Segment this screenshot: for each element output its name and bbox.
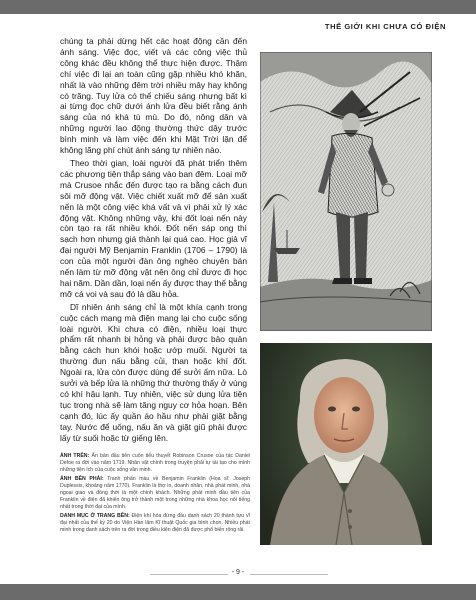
caption-label: ẢNH TRÊN: [60, 453, 90, 459]
folio-rule-right [250, 574, 328, 575]
caption [60, 453, 250, 473]
bottom-band [0, 584, 476, 600]
paragraph: Dĩ nhiên ánh sáng chỉ là một khía cạnh trong cuộc cách mạng mà điện mang lại cho cuộc sống loài người. Khi chưa có điện, nhiều loại thực phẩm rất nhanh bị hỏng và phải được bảo quản bằng cách hun khói hoặc ướp muối. Người ta thường đun nấu bằng củi, than hoặc khí đốt. Ngoài ra, lửa còn được dùng để sưởi ấm nữa. Lò sưởi và bếp lửa là những thứ thường thấy ở vùng có khí hậu lạnh. Tuy nhiên, việc sử dụng lửa tiện tục trong nhà sẽ làm tăng nguy cơ hỏa hoạn. Bên cạnh đó, lúc ấy quần áo hầu như phải giặt bằng tay. Nước để uống, nấu ăn và giặt giũ phải được lấy từ suối hoặc từ giếng lên. [60, 301, 247, 443]
caption [60, 513, 250, 533]
caption-text: Điện khí hóa đứng đầu danh sách 20 thành tựu vĩ đại nhất của thế kỷ 20 do Viện Hàn lâm Kĩ thuật Quốc gia bình chọn. Nhiều phát minh trong danh sách trên ra đời trong điều kiện điện đã được phổ biến rộng rãi. [60, 513, 250, 533]
caption-label: ẢNH BÊN PHẢI: [60, 476, 104, 483]
caption-text: Tranh phấn màu về Benjamin Franklin (Họa sĩ: Joseph Duplessis, khoảng năm 1770). Franklin là thợ in, doanh nhân, nhà phát minh, nhà ngoại giao và đồng thời là một chính khách. Những phát minh đầu tiên của Franklin về điện đã khiến ông trở thành một trong những nhà khoa học nổi tiếng nhất trong thời đại của mình. [60, 476, 250, 510]
caption [60, 476, 250, 510]
caption-text: Ấn bản đầu tiên cuốn tiểu thuyết Robinson Crusoe của tác Daniel Defoe ra đời vào năm 1719. Nhân vật chính trong truyện phải tự tái tạo cho mình những tiện ích của cuộc sống văn minh. [60, 453, 250, 473]
crusoe-engraving [260, 52, 432, 331]
paragraph: chúng ta phải dừng hết các hoạt động cần đến ánh sáng. Việc đọc, viết và các công việc thủ công khác đều không thể thực hiện được. Thậm chí việc đi lại an toàn cũng gặp nhiều khó khăn, nhất là vào những đêm trời nhiều mây hay không có trăng. Tuy lửa có thể chiếu sáng nhưng bất kì ai từng đọc chữ dưới ánh lửa đều biết rằng ánh sáng của nó khá tù mù. Do đó, nông dân và những người lao động thường thức dậy trước bình minh và làm việc đến khi Mặt Trời lặn để không lãng phí chút ánh sáng tự nhiên nào. [60, 36, 247, 156]
page-number: - 9 - [231, 569, 245, 576]
running-head: THẾ GIỚI KHI CHƯA CÓ ĐIỆN [324, 22, 446, 31]
paragraph: Theo thời gian, loài người đã phát triển thêm các phương tiện thắp sáng vào ban đêm. Loại mỡ mà Crusoe nhắc đến được tạo ra bằng cách đun sôi mỡ động vật. Việc chiết xuất mỡ để sản xuất nến là một công việc khá vất vả vì phải xử lý xác động vật. Không những vậy, khi đốt loại nến này còn tạo ra rất nhiều khói. Đốt nến sáp ong thì sạch hơn nhưng giá thành lại quá cao. Học giả vĩ đại người Mỹ Benjamin Franklin (1706 – 1790) là con của một người đàn ông nghèo chuyên bán nến làm từ mỡ động vật nên ông chỉ được đi học hai năm. Dần dần, loại nến ấy được thay thế bằng mỡ cá voi và sau đó là dầu hỏa. [60, 157, 247, 299]
body-text [60, 36, 247, 446]
top-band [0, 0, 476, 14]
caption-label: DANH MỤC Ở TRANG BÊN: [60, 513, 130, 520]
franklin-portrait [260, 343, 432, 545]
folio-rule-left [150, 574, 228, 575]
captions [60, 453, 250, 537]
